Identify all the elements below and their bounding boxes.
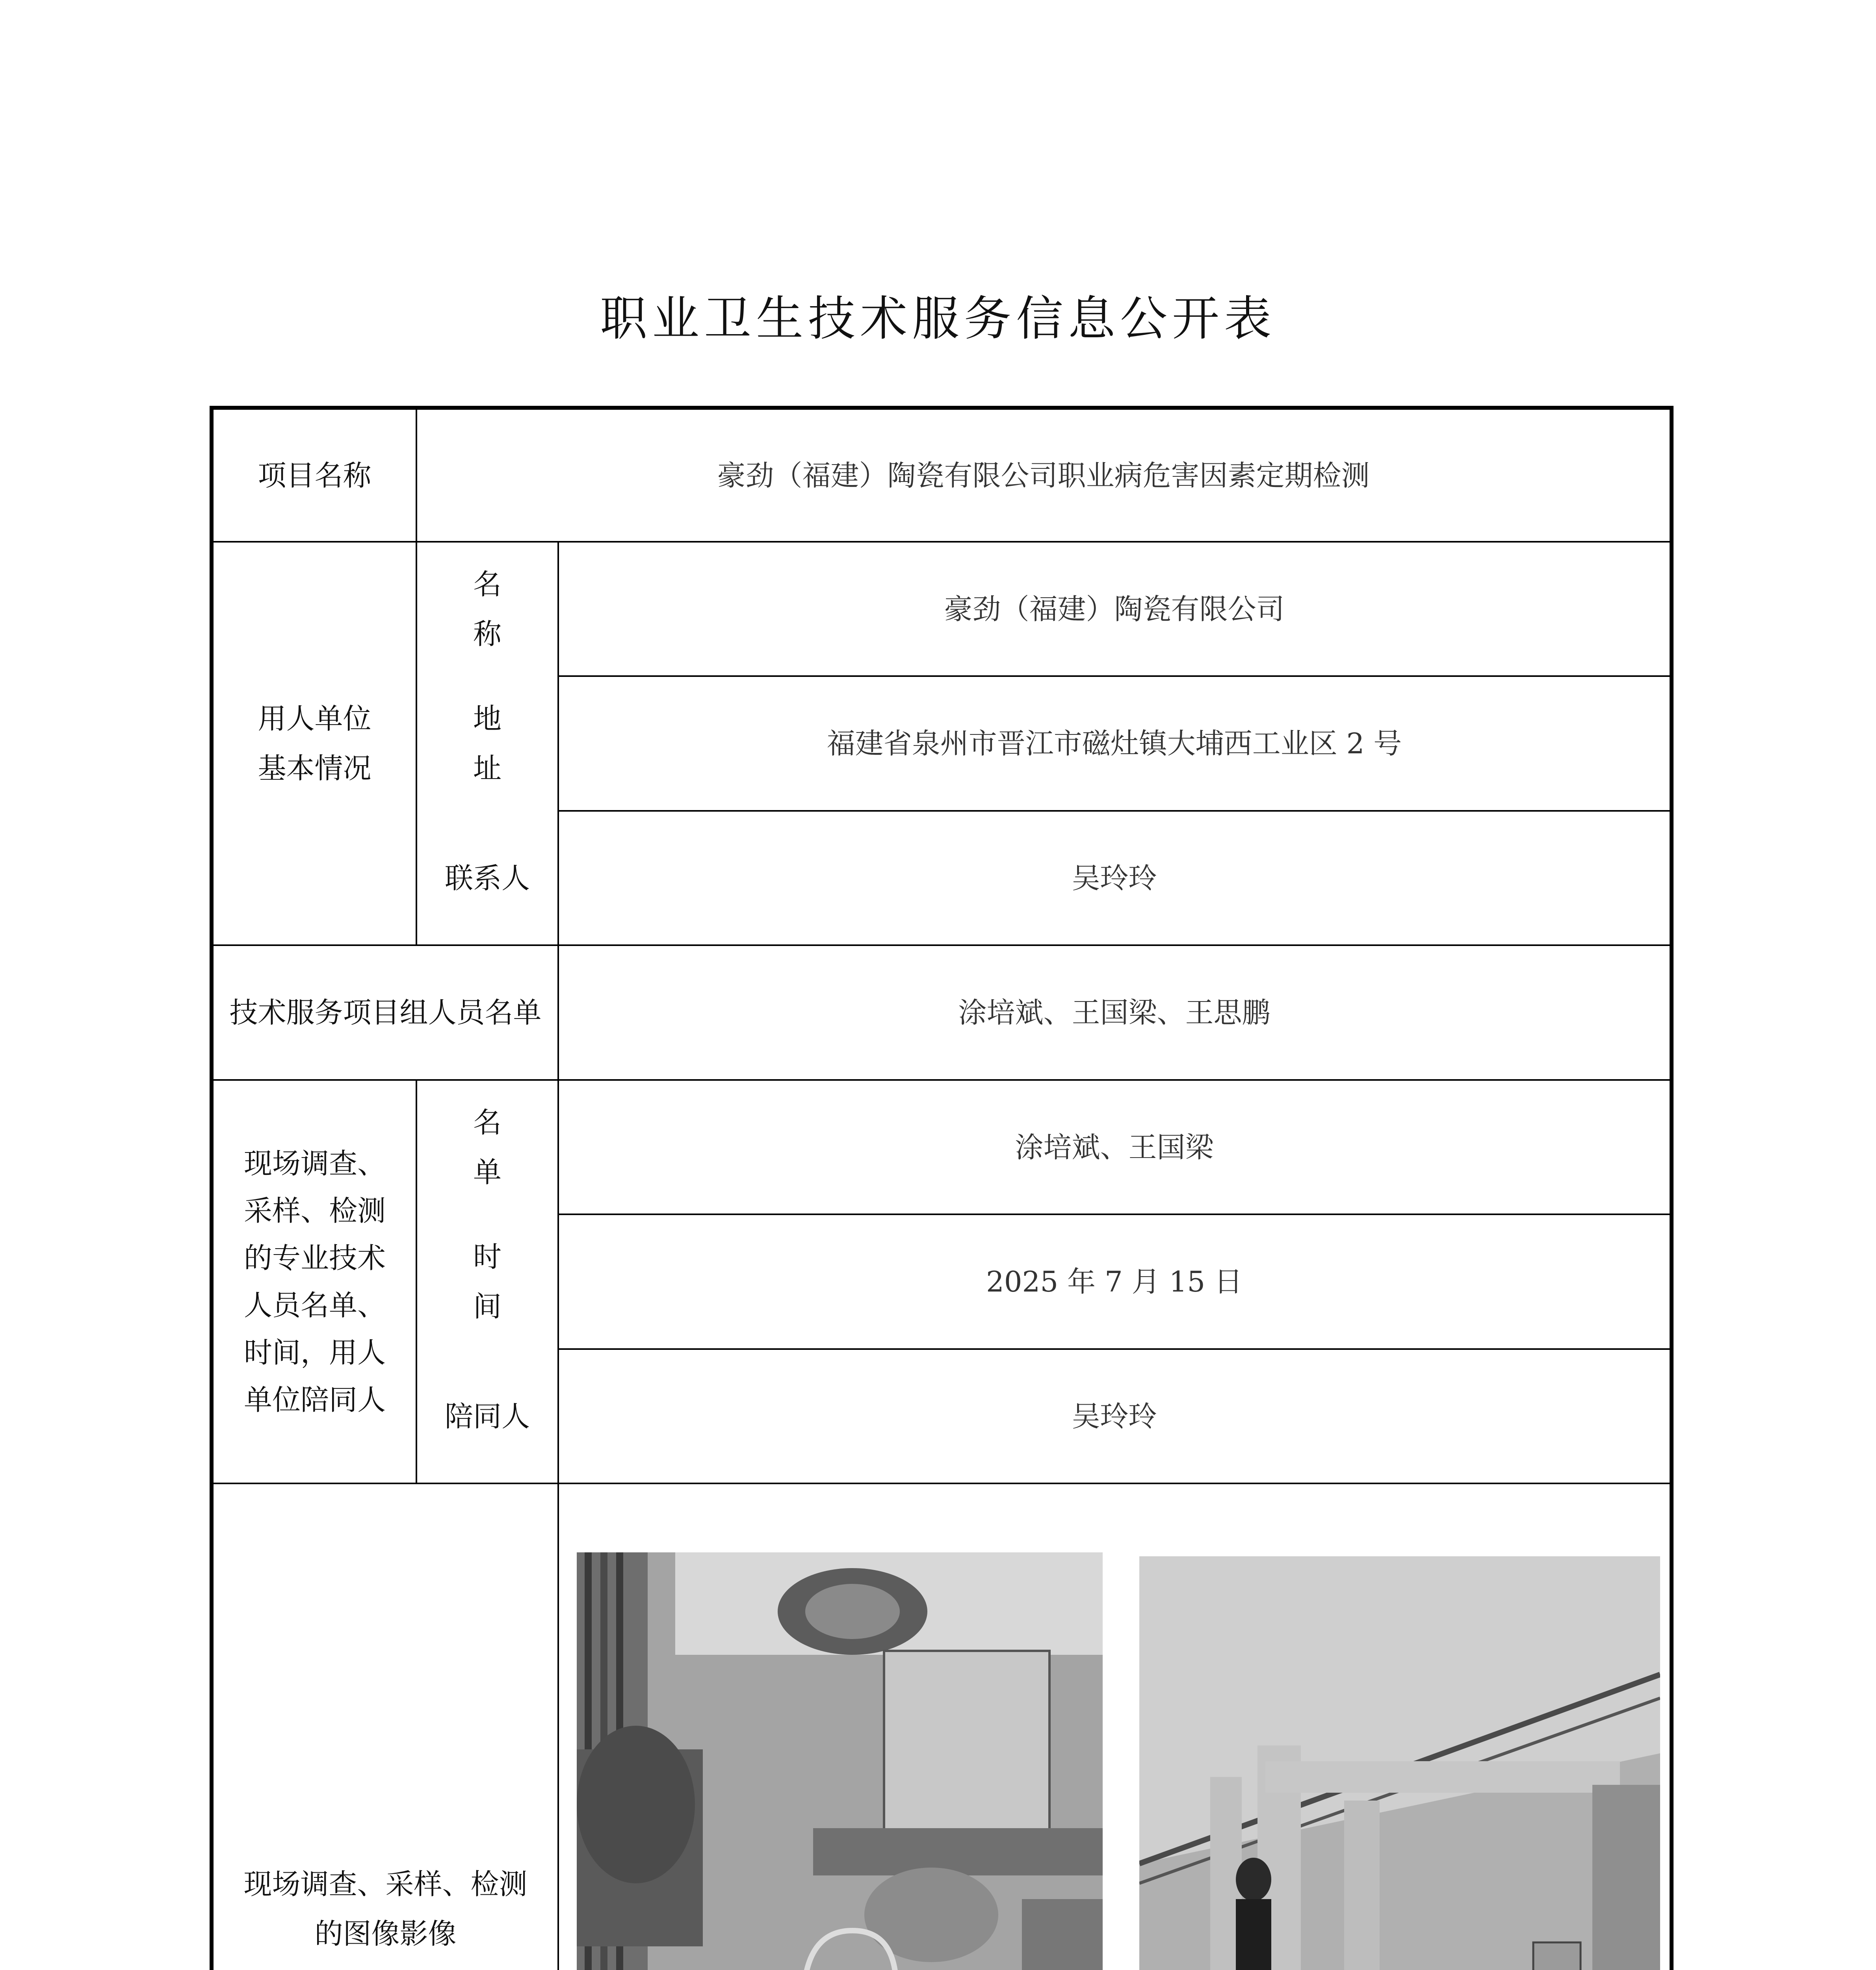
photo-handheld-meter-factory	[1139, 1556, 1660, 1970]
onsite-companion-label: 陪同人	[444, 1399, 530, 1433]
onsite-list-value: 涂培斌、王国梁	[1015, 1130, 1214, 1164]
onsite-time-value: 2025 年 7 月 15 日	[986, 1265, 1243, 1298]
images-label: 现场调查、采样、检测的图像影像	[243, 1867, 528, 1950]
onsite-list-label: 名单	[473, 1106, 539, 1189]
employer-address-value: 福建省泉州市晋江市磁灶镇大埔西工业区 2 号	[827, 727, 1402, 760]
project-name-value: 豪劲（福建）陶瓷有限公司职业病危害因素定期检测	[717, 459, 1370, 492]
employer-name-value: 豪劲（福建）陶瓷有限公司	[944, 592, 1285, 626]
employer-contact-label: 联系人	[444, 861, 530, 895]
workshop-scene-1	[577, 1552, 1103, 1970]
onsite-time-label: 时间	[473, 1240, 539, 1323]
employer-address-label: 地址	[473, 702, 539, 785]
team-value: 涂培斌、王国梁、王思鹏	[958, 996, 1270, 1029]
project-name-label: 项目名称	[258, 459, 371, 492]
info-table	[210, 406, 1674, 1970]
onsite-companion-value: 吴玲玲	[1072, 1399, 1157, 1433]
employer-basic-label: 用人单位基本情况	[258, 702, 371, 785]
employer-name-label: 名称	[473, 567, 539, 650]
column-divider	[557, 1484, 559, 1970]
photo-noise-meter-on-tripod	[577, 1552, 1103, 1970]
team-label: 技术服务项目组人员名单	[229, 996, 542, 1029]
employer-contact-value: 吴玲玲	[1072, 861, 1157, 895]
workshop-scene-2	[1139, 1556, 1660, 1970]
onsite-label: 现场调查、采样、检测的专业技术人员名单、时间，用人单位陪同人	[243, 1147, 386, 1416]
page-title: 职业卫生技术服务信息公开表	[600, 292, 1276, 346]
